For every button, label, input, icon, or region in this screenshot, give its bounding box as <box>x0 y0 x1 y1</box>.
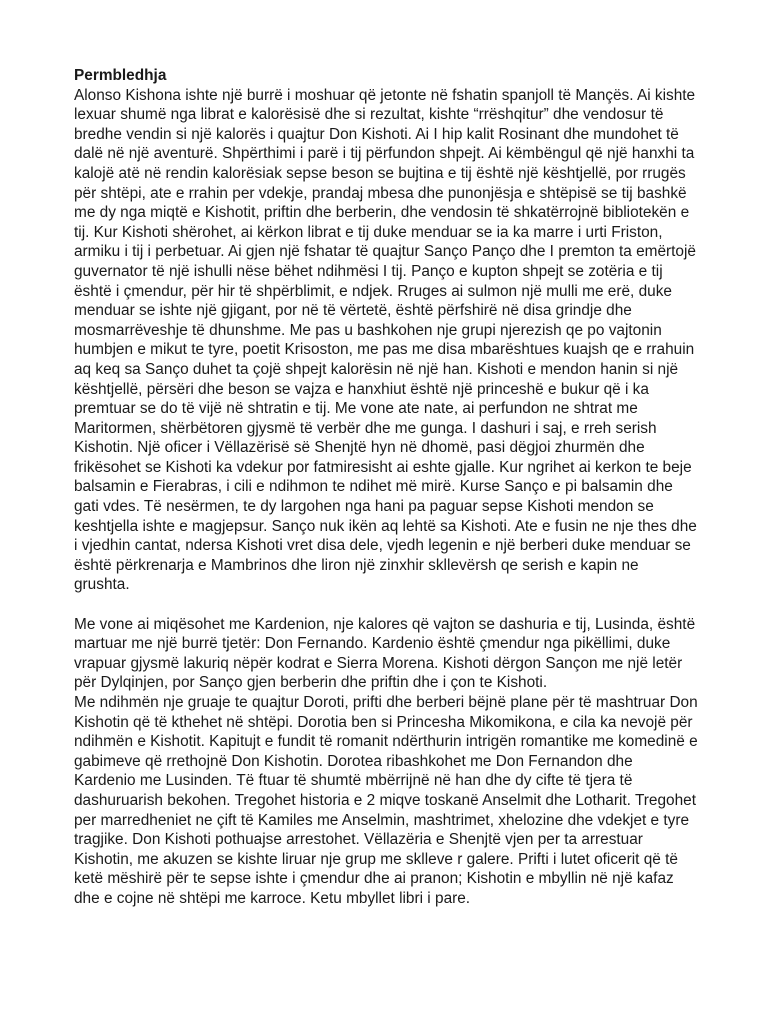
paragraph-spacer <box>74 595 698 615</box>
document-page <box>74 66 698 909</box>
paragraph-3: Me ndihmën nje gruaje te quajtur Doroti, prifti dhe berberi bëjnë plane për të mashtruar Don Kishotin që të kthehet në shtëpi. Dorotia ben si Princesha Mikomikona, e cila ka nevojë për ndihmën e Kishotit. Kapitujt e fundit të romanit ndërthurin intrigën romantike me komedinë e gabimeve që rrethojnë Don Kishotin. Dorotea ribashkohet me Don Fernandon dhe Kardenio me Lusinden. Të ftuar të shumtë mbërrijnë në han dhe dy cifte të tjera të dashuruarish bekohen. Tregohet historia e 2 miqve toskanë Anselmit dhe Lotharit. Tregohet per marredheniet ne çift të Kamiles me Anselmin, mashtrimet, xhelozine dhe vdekjet e tyre tragjike. Don Kishoti pothuajse arrestohet. Vëllazëria e Shenjtë vjen per ta arrestuar Kishotin, me akuzen se kishte liruar nje grup me sklleve r galere. Prifti i lutet oficerit që të ketë mëshirë për te sepse ishte i çmendur dhe ai pranon; Kishotin e mbyllin në një kafaz dhe e cojne në shtëpi me karroce. Ketu mbyllet libri i pare. <box>74 694 698 907</box>
paragraph-2: Me vone ai miqësohet me Kardenion, nje kalores që vajton se dashuria e tij, Lusinda, është martuar me një burrë tjetër: Don Fernando. Kardenio është çmendur nga pikëllimi, duke vrapuar gjysmë lakuriq nëpër kodrat e Sierra Morena. Kishoti dërgon Sançon me një letër për Dylqinjen, por Sanço gjen berberin dhe priftin dhe i çon te Kishoti. <box>74 615 696 692</box>
document-title: Permbledhja <box>74 67 167 84</box>
paragraph-1: Alonso Kishona ishte një burrë i moshuar që jetonte në fshatin spanjoll të Mançës. Ai kishte lexuar shumë nga librat e kalorësisë dhe si rezultat, kishte “rrëshqitur” dhe vendosur të bredhe vendin si një kalorës i quajtur Don Kishoti. Ai I hip kalit Rosinant dhe mundohet të dalë në një aventurë. Shpërthimi i parë i tij përfundon shpejt. Ai këmbëngul që një hanxhi ta kalojë atë në rendin kalorësiak sepse beson se bujtina e tij është një kështjellë, por rrugës për shtëpi, ate e rrahin per vdekje, prandaj mbesa dhe punonjësja e shtëpisë se tij bashkë me dy nga miqtë e Kishotit, priftin dhe berberin, dhe vendosin të shkatërrojnë bibliotekën e tij. Kur Kishoti shërohet, ai kërkon librat e tij duke menduar se ia ka marre i urti Friston, armiku i tij i perbetuar. Ai gjen një fshatar të quajtur Sanço Panço dhe I premton ta emërtojë guvernator të një ishulli nëse bëhet ndihmësi I tij. Panço e kupton shpejt se zotëria e tij është i çmendur, për hir të shpërblimit, e ndjek. Rruges ai sulmon një mulli me erë, duke menduar se ishte një gjigant, por në të vërtetë, është përfshirë në disa grindje dhe mosmarrëveshje të dhunshme. Me pas u bashkohen nje grupi njerezish qe po vajtonin humbjen e mikut te tyre, poetit Krisoston, me pas me disa mbarështues kuajsh qe e rrahuin aq keq sa Sanço duhet ta çojë shpejt kalorësin në një han. Kishoti e mendon hanin si një kështjellë, përsëri dhe beson se vajza e hanxhiut është një princeshë e bukur që i ka premtuar se do të vijë në shtratin e tij. Me vone ate nate, ai perfundon ne shtrat me Maritormen, shërbëtoren gjysmë të verbër dhe me gunga. I dashuri i saj, e rreh serish Kishotin. Një oficer i Vëllazërisë së Shenjtë hyn në dhomë, pasi dëgjoi zhurmën dhe frikësohet se Kishoti ka vdekur por fatmiresisht ai eshte gjalle. Kur ngrihet ai kerkon te beje balsamin e Fierabras, i cili e ndihmon te ndihet më mirë. Kurse Sanço e pi balsamin dhe gati vdes. Të nesërmen, te dy largohen nga hani pa paguar sepse Kishoti mendon se keshtjella ishte e magjepsur. Sanço nuk ikën aq lehtë sa Kishoti. Ate e fusin ne nje thes dhe i vjedhin cantat, ndersa Kishoti vret disa dele, vjedh legenin e një berberi duke menduar se është përkrenarja e Mambrinos dhe liron një zinxhir skllevërsh qe serish e kapin ne grushta. <box>74 86 697 594</box>
